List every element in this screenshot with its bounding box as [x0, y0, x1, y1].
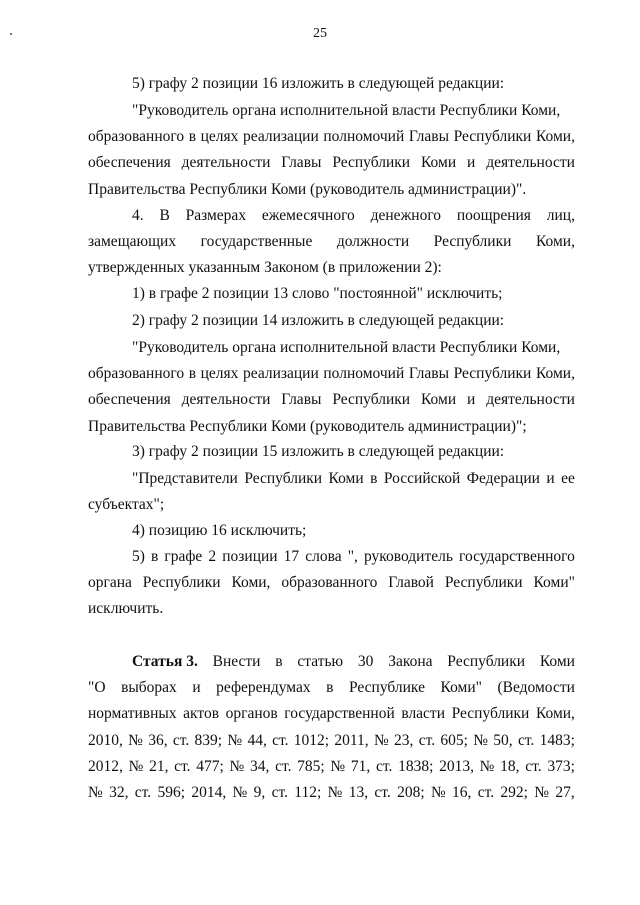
text-line: 1) в графе 2 позиции 13 слово "постоянной" исключить;: [132, 285, 503, 302]
text-line: нормативных актов органов государственной власти Республики Коми,: [88, 705, 575, 723]
text-line: образованного в целях реализации полномочий Главы Республики Коми,: [88, 365, 575, 383]
text-line: обеспечения деятельности Главы Республики Коми и деятельности: [88, 154, 575, 172]
text-line: 5) в графе 2 позиции 17 слова ", руководитель государственного: [132, 548, 575, 565]
text-line: обеспечения деятельности Главы Республики Коми и деятельности: [88, 391, 575, 409]
text-line: Статья 3. Внести в статью 30 Закона Республики Коми: [132, 653, 575, 670]
text-line: образованного в целях реализации полномочий Главы Республики Коми,: [88, 128, 575, 146]
text-line: "Руководитель органа исполнительной власти Республики Коми,: [132, 102, 561, 119]
text-line: № 32, ст. 596; 2014, № 9, ст. 112; № 13, ст. 208; № 16, ст. 292; № 27,: [88, 784, 575, 801]
text-line: утвержденных указанным Законом (в приложении 2):: [88, 259, 442, 277]
article-heading: Статья 3.: [132, 653, 198, 670]
text-line: органа Республики Коми, образованного Главой Республики Коми": [88, 574, 575, 592]
text-line: 5) графу 2 позиции 16 изложить в следующей редакции:: [132, 75, 505, 92]
text-line: 4. В Размерах ежемесячного денежного поощрения лиц,: [132, 207, 575, 224]
text-line: замещающих государственные должности Республики Коми,: [88, 233, 575, 251]
text-line: "Руководитель органа исполнительной власти Республики Коми,: [132, 339, 561, 356]
text-line: Правительства Республики Коми (руководитель администрации)";: [88, 417, 527, 435]
text-line: 2010, № 36, ст. 839; № 44, ст. 1012; 2011, № 23, ст. 605; № 50, ст. 1483;: [88, 731, 575, 749]
text-line: исключить.: [88, 600, 164, 618]
text-line: 3) графу 2 позиции 15 изложить в следующей редакции:: [132, 443, 505, 460]
text-line: 2) графу 2 позиции 14 изложить в следующей редакции:: [132, 312, 505, 329]
text-line: "О выборах и референдумах в Республике Коми" (Ведомости: [88, 679, 575, 697]
text-line: "Представители Республики Коми в Российской Федерации и ее: [132, 470, 575, 487]
text-line: 2012, № 21, ст. 477; № 34, ст. 785; № 71, ст. 1838; 2013, № 18, ст. 373;: [88, 757, 575, 775]
page-number: 25: [313, 26, 327, 41]
text-line: 4) позицию 16 исключить;: [132, 522, 307, 539]
text-line: Правительства Республики Коми (руководитель администрации)".: [88, 180, 527, 198]
text-line: субъектах";: [88, 496, 165, 514]
